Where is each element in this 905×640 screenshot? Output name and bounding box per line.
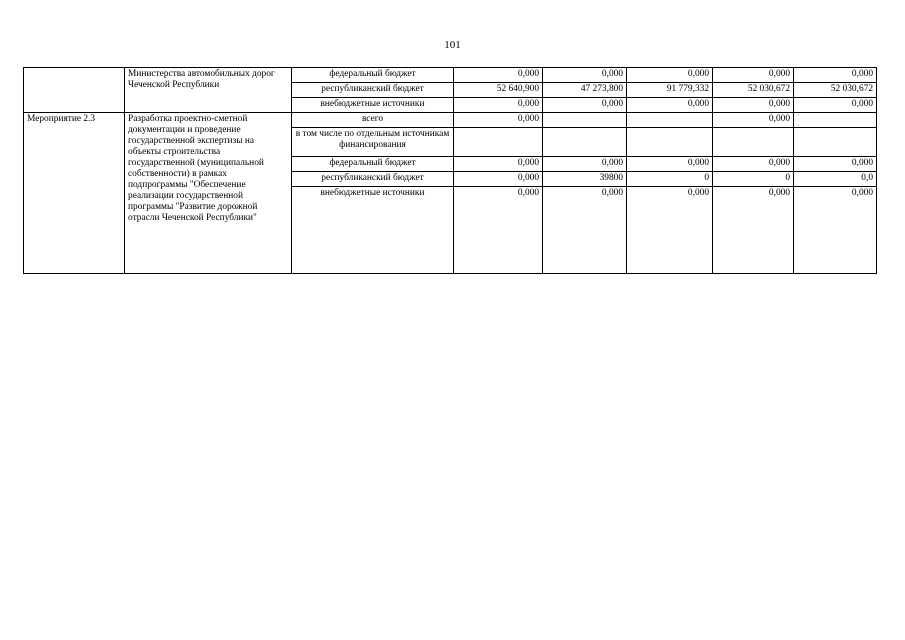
funding-source-cell: в том числе по отдельным источникам финансирования — [292, 128, 454, 157]
measure-label-cell — [24, 68, 125, 113]
value-cell: 0,000 — [794, 68, 877, 83]
funding-table — [23, 67, 877, 274]
measure-description-cell: Министерства автомобильных дорог Чеченской Республики — [125, 68, 292, 113]
value-cell: 0,000 — [794, 187, 877, 274]
value-cell: 0,000 — [713, 157, 794, 172]
funding-source-cell: внебюджетные источники — [292, 187, 454, 274]
value-cell: 0,000 — [713, 68, 794, 83]
value-cell: 0,000 — [543, 187, 627, 274]
value-cell: 0,000 — [627, 98, 713, 113]
value-cell — [543, 113, 627, 128]
value-cell — [543, 128, 627, 157]
funding-source-cell: всего — [292, 113, 454, 128]
value-cell — [627, 113, 713, 128]
value-cell: 47 273,800 — [543, 83, 627, 98]
table-row — [24, 68, 877, 83]
value-cell: 0,000 — [543, 68, 627, 83]
value-cell — [713, 128, 794, 157]
value-cell — [627, 128, 713, 157]
table-row — [24, 113, 877, 128]
value-cell — [794, 113, 877, 128]
value-cell: 0,000 — [713, 98, 794, 113]
value-cell — [454, 128, 543, 157]
value-cell: 52 030,672 — [713, 83, 794, 98]
value-cell: 0,0 — [794, 172, 877, 187]
value-cell: 0,000 — [627, 157, 713, 172]
value-cell: 0,000 — [543, 157, 627, 172]
funding-source-cell: республиканский бюджет — [292, 172, 454, 187]
value-cell: 39800 — [543, 172, 627, 187]
value-cell: 0,000 — [454, 172, 543, 187]
value-cell: 0,000 — [794, 98, 877, 113]
value-cell — [794, 128, 877, 157]
value-cell: 0,000 — [713, 187, 794, 274]
page-number: 101 — [444, 39, 461, 51]
value-cell: 91 779,332 — [627, 83, 713, 98]
value-cell: 52 640,900 — [454, 83, 543, 98]
value-cell: 0,000 — [627, 68, 713, 83]
value-cell: 0,000 — [794, 157, 877, 172]
value-cell: 0,000 — [454, 113, 543, 128]
value-cell: 0,000 — [627, 187, 713, 274]
value-cell: 0,000 — [454, 68, 543, 83]
value-cell: 0,000 — [543, 98, 627, 113]
funding-source-cell: федеральный бюджет — [292, 157, 454, 172]
value-cell: 0,000 — [454, 187, 543, 274]
funding-source-cell: федеральный бюджет — [292, 68, 454, 83]
value-cell: 0,000 — [454, 157, 543, 172]
funding-source-cell: республиканский бюджет — [292, 83, 454, 98]
funding-source-cell: внебюджетные источники — [292, 98, 454, 113]
value-cell: 52 030,672 — [794, 83, 877, 98]
value-cell: 0,000 — [454, 98, 543, 113]
value-cell: 0,000 — [713, 113, 794, 128]
value-cell: 0 — [713, 172, 794, 187]
measure-description-cell: Разработка проектно-сметной документации и проведение государственной экспертизы на объекты строительства государственной (муниципальной собственности) в рамках подпрограммы "Обеспечение реализации государственной программы "Развитие дорожной отрасли Чеченской Республики" — [125, 113, 292, 274]
value-cell: 0 — [627, 172, 713, 187]
measure-label-cell: Мероприятие 2.3 — [24, 113, 125, 274]
